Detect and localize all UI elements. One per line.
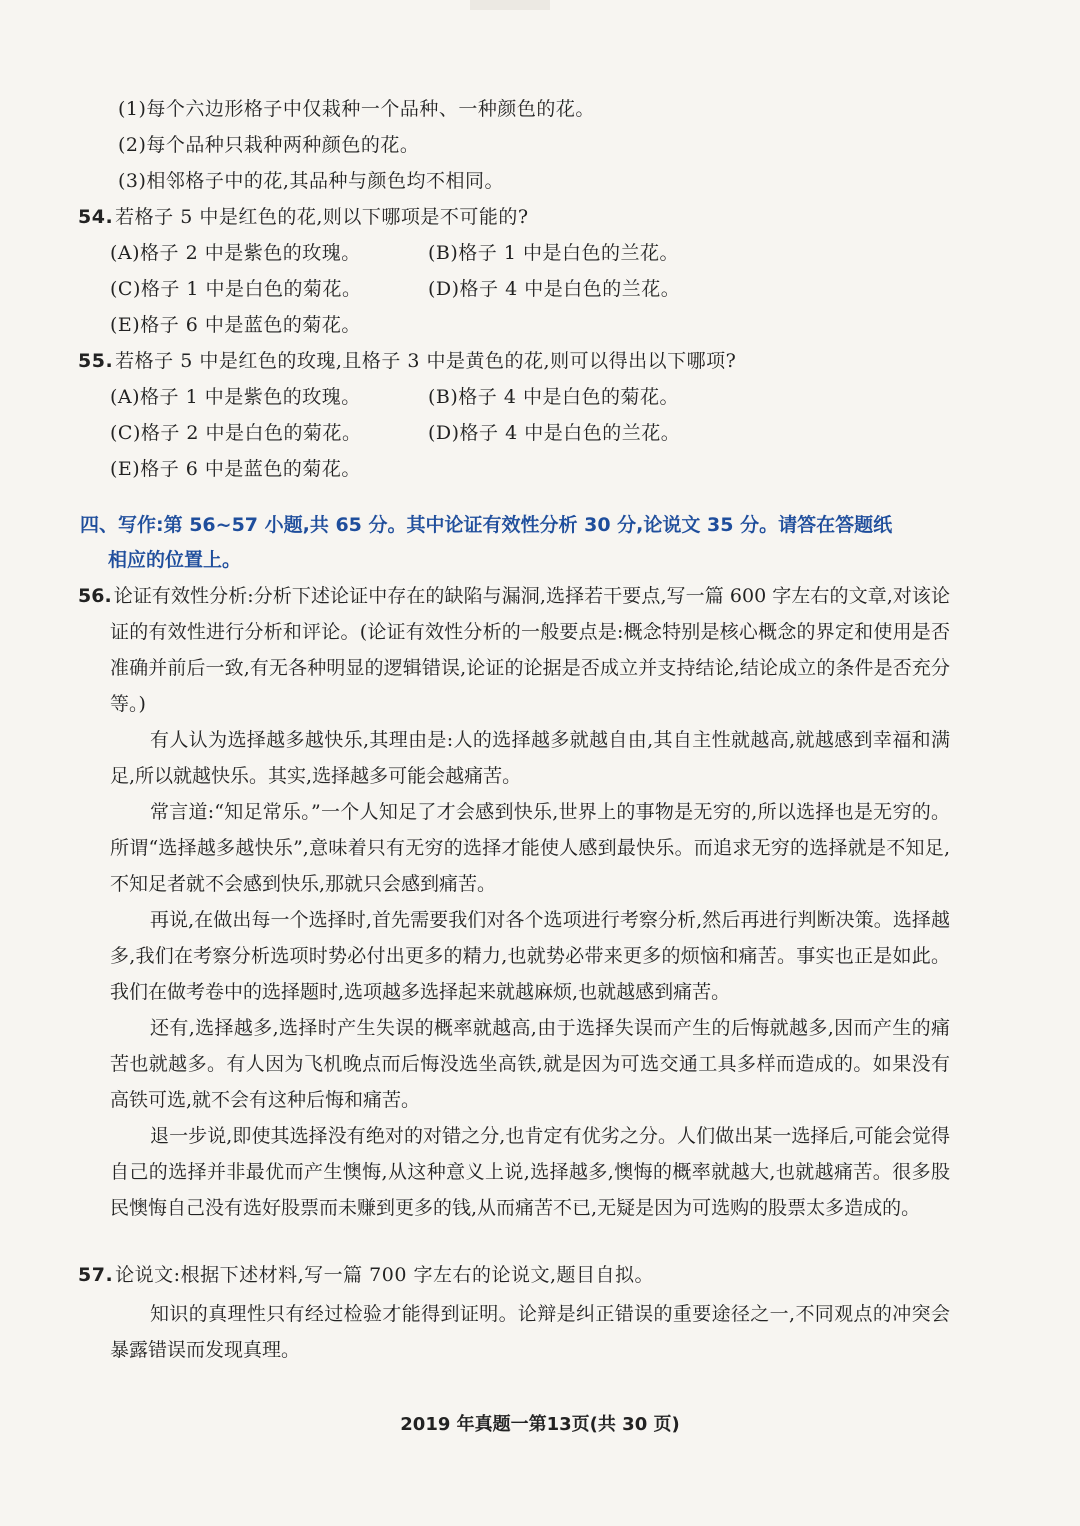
question-stem: 若格子 5 中是红色的玫瑰,且格子 3 中是黄色的花,则可以得出以下哪项?	[115, 350, 737, 372]
q55-options-row-1	[110, 384, 950, 410]
condition-3: (3)相邻格子中的花,其品种与颜色均不相同。	[118, 170, 504, 192]
condition-2: (2)每个品种只栽种两种颜色的花。	[118, 134, 420, 156]
q54-options-row-2	[110, 276, 950, 302]
question-number: 57.	[78, 1264, 114, 1286]
q55-options-row-2	[110, 420, 950, 446]
option-b: (B)格子 4 中是白色的菊花。	[428, 386, 679, 408]
q56-paragraph-2: 常言道:“知足常乐。”一个人知足了才会感到快乐,世界上的事物是无穷的,所以选择也是无穷的。所谓“选择越多越快乐”,意味着只有无穷的选择才能使人感到最快乐。而追求无穷的选择就是不知足,不知足者就不会感到快乐,那就只会感到痛苦。	[110, 801, 950, 895]
option-c: (C)格子 2 中是白色的菊花。	[110, 422, 362, 444]
question-56-prompt	[78, 578, 950, 722]
q57-material: 知识的真理性只有经过检验才能得到证明。论辩是纠正错误的重要途径之一,不同观点的冲突会暴露错误而发现真理。	[110, 1303, 950, 1361]
q54-options-row-1	[110, 240, 950, 266]
q56-paragraph-3: 再说,在做出每一个选择时,首先需要我们对各个选项进行考察分析,然后再进行判断决策。选择越多,我们在考察分析选项时势必付出更多的精力,也就势必带来更多的烦恼和痛苦。事实也正是如此。我们在做考卷中的选择题时,选项越多选择起来就越麻烦,也就越感到痛苦。	[110, 909, 950, 1003]
question-55	[78, 348, 736, 374]
question-prompt: 论证有效性分析:分析下述论证中存在的缺陷与漏洞,选择若干要点,写一篇 600 字左右的文章,对该论证的有效性进行分析和评论。(论证有效性分析的一般要点是:概念特别是核心概念的界定和使用是否准确并前后一致,有无各种明显的逻辑错误,论证的论据是否成立并支持结论,结论成立的条件是否充分等。)	[110, 585, 950, 715]
option-a: (A)格子 1 中是紫色的玫瑰。	[110, 386, 361, 408]
condition-1: (1)每个六边形格子中仅栽种一个品种、一种颜色的花。	[118, 98, 595, 120]
question-number: 55.	[78, 350, 114, 372]
question-54	[78, 204, 529, 230]
section-heading-line-1: 四、写作:第 56~57 小题,共 65 分。其中论证有效性分析 30 分,论说文 35 分。请答在答题纸	[80, 514, 893, 536]
option-d: (D)格子 4 中是白色的兰花。	[428, 278, 681, 300]
q56-paragraph-5: 退一步说,即使其选择没有绝对的对错之分,也肯定有优劣之分。人们做出某一选择后,可能会觉得自己的选择并非最优而产生懊悔,从这种意义上说,选择越多,懊悔的概率就越大,也就越痛苦。很多股民懊悔自己没有选好股票而未赚到更多的钱,从而痛苦不已,无疑是因为可选购的股票太多造成的。	[110, 1125, 950, 1219]
option-e: (E)格子 6 中是蓝色的菊花。	[110, 314, 361, 336]
section-heading-line-2: 相应的位置上。	[108, 549, 242, 571]
section-heading	[80, 508, 960, 578]
question-number: 54.	[78, 206, 114, 228]
option-a: (A)格子 2 中是紫色的玫瑰。	[110, 242, 361, 264]
q56-paragraph-4: 还有,选择越多,选择时产生失误的概率就越高,由于选择失误而产生的后悔就越多,因而产生的痛苦也就越多。有人因为飞机晚点而后悔没选坐高铁,就是因为可选交通工具多样而造成的。如果没有高铁可选,就不会有这种后悔和痛苦。	[110, 1017, 950, 1111]
question-prompt: 论说文:根据下述材料,写一篇 700 字左右的论说文,题目自拟。	[115, 1264, 654, 1286]
question-57-prompt	[78, 1262, 654, 1288]
page-footer: 2019 年真题一第13页(共 30 页)	[400, 1414, 680, 1435]
option-e: (E)格子 6 中是蓝色的菊花。	[110, 458, 361, 480]
option-d: (D)格子 4 中是白色的兰花。	[428, 422, 681, 444]
option-c: (C)格子 1 中是白色的菊花。	[110, 278, 362, 300]
scan-mark	[470, 0, 550, 10]
q56-paragraph-1: 有人认为选择越多越快乐,其理由是:人的选择越多就越自由,其自主性就越高,就越感到幸福和满足,所以就越快乐。其实,选择越多可能会越痛苦。	[110, 729, 950, 787]
question-stem: 若格子 5 中是红色的花,则以下哪项是不可能的?	[115, 206, 529, 228]
option-b: (B)格子 1 中是白色的兰花。	[428, 242, 679, 264]
question-number: 56.	[78, 585, 112, 607]
